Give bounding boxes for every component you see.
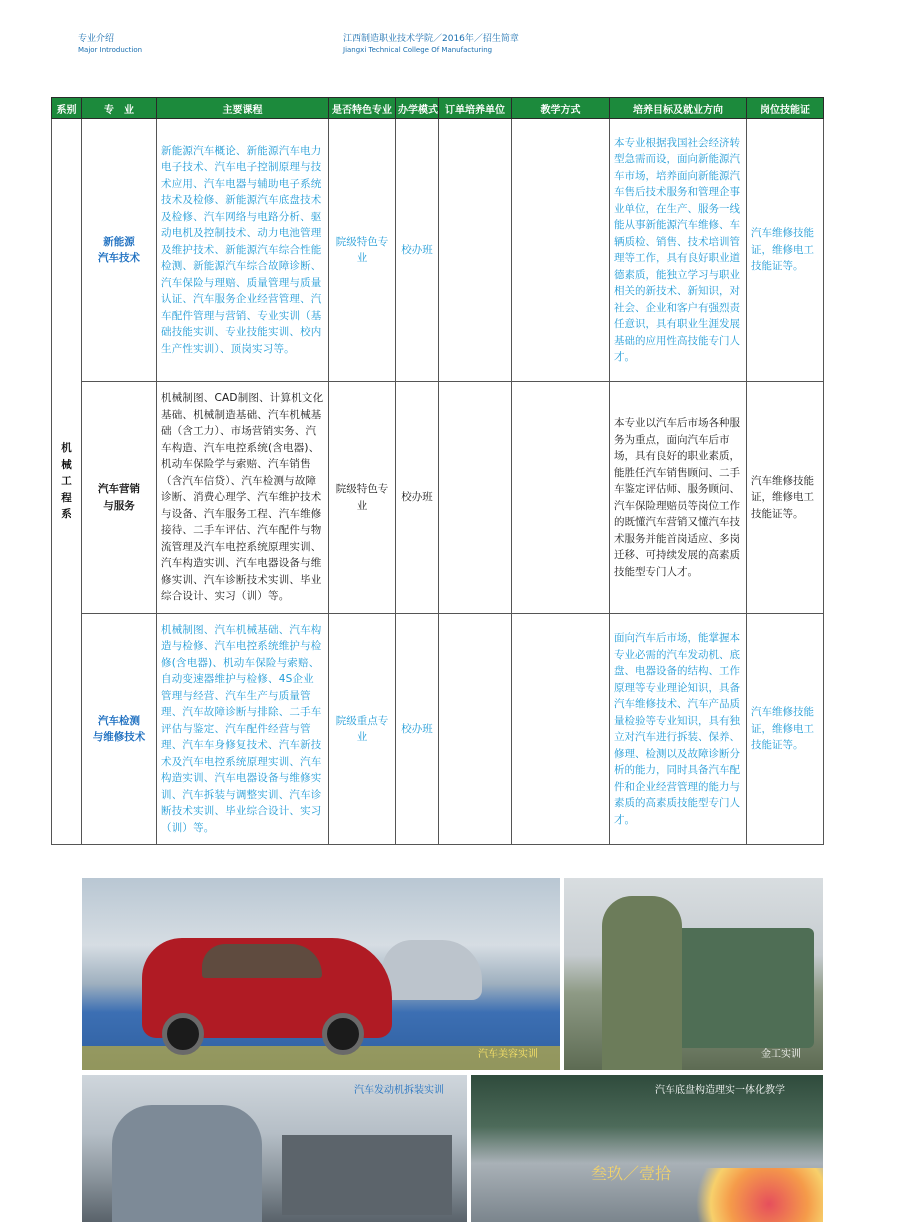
order-unit-cell xyxy=(439,614,512,845)
students-group-shape xyxy=(112,1105,262,1222)
col-header-featured: 是否特色专业 xyxy=(329,98,396,119)
teaching-cell xyxy=(512,614,610,845)
department-char: 程 xyxy=(61,491,72,504)
cert-cell: 汽车维修技能证，维修电工技能证等。 xyxy=(747,382,824,614)
department-char: 系 xyxy=(61,508,72,521)
col-header-department: 系别 xyxy=(52,98,82,119)
featured-cell: 院级重点专业 xyxy=(329,614,396,845)
col-header-mode: 办学模式 xyxy=(396,98,439,119)
photo-car-beauty-training xyxy=(82,878,560,1070)
major-name-line: 汽车营销 xyxy=(98,483,140,495)
page-number-watermark: 叁玖／壹拾 xyxy=(591,1164,672,1183)
courses-cell: 机械制图、汽车机械基础、汽车构造与检修、汽车电控系统维护与检修(含电器)、机动车保险与索赔、自动变速器维护与检修、4S企业管理与经营、汽车生产与质量管理、汽车故障诊断与排除、二手车评估与鉴定、汽车配件经营与管理、汽车车身修复技术、汽车新技术及汽车电控系统原理实训、汽车构造实训、汽车电器设备与维修实训、汽车拆装与调整实训、汽车诊断技术实训、毕业综合设计、实习（训）等。 xyxy=(157,614,329,845)
photo-caption: 金工实训 xyxy=(761,1049,801,1060)
decorative-cloud-pattern xyxy=(679,1168,823,1222)
major-name-line: 与维修技术 xyxy=(92,731,146,743)
table-row xyxy=(52,382,824,614)
major-name-line: 汽车技术 xyxy=(98,252,140,264)
college-title-cn: 江西制造职业技术学院／2016年／招生简章 xyxy=(343,34,519,44)
goal-cell: 本专业以汽车后市场各种服务为重点，面向汽车后市场，具有良好的职业素质，能胜任汽车销售顾问、二手车鉴定评估师、服务顾问、汽车保险理赔员等岗位工作的既懂汽车营销又懂汽车技术服务并能首岗适应、多岗迁移、可持续发展的高素质技能型专门人才。 xyxy=(610,382,747,614)
courses-cell: 新能源汽车概论、新能源汽车电力电子技术、汽车电子控制原理与技术应用、汽车电器与辅助电子系统技术及检修、新能源汽车底盘技术及检修、汽车网络与电路分析、驱动电机及控制技术、动力电池管理及维护技术、新能源汽车综合性能检测、新能源汽车综合故障诊断、汽车保险与理赔、质量管理与质量认证、汽车服务企业经营管理、汽车配件管理与营销、专业实训（基础技能实训、专业技能实训、校内生产性实训）、顶岗实习等。 xyxy=(157,119,329,382)
teaching-cell xyxy=(512,119,610,382)
table-row xyxy=(52,614,824,845)
mode-cell: 校办班 xyxy=(396,382,439,614)
col-header-major: 专 业 xyxy=(82,98,157,119)
major-table xyxy=(51,97,824,845)
section-title-cn: 专业介绍 xyxy=(78,34,115,44)
col-header-teaching: 教学方式 xyxy=(512,98,610,119)
photo-caption: 汽车发动机拆装实训 xyxy=(354,1085,444,1096)
table-row xyxy=(52,119,824,382)
department-cell xyxy=(52,119,82,845)
department-char: 机 xyxy=(61,442,72,455)
mode-cell: 校办班 xyxy=(396,119,439,382)
major-name-line: 新能源 xyxy=(103,235,135,248)
photo-caption: 汽车底盘构造理实一体化教学 xyxy=(655,1085,785,1096)
header-section-title xyxy=(78,34,142,56)
photo-metalwork-training xyxy=(564,878,823,1070)
silver-car-shape xyxy=(382,940,482,1000)
mode-cell: 校办班 xyxy=(396,614,439,845)
photo-caption: 汽车美容实训 xyxy=(478,1049,538,1060)
col-header-courses: 主要课程 xyxy=(157,98,329,119)
col-header-order-unit: 订单培养单位 xyxy=(439,98,512,119)
teaching-cell xyxy=(512,382,610,614)
major-name-line: 汽车检测 xyxy=(98,714,140,727)
engine-bench-shape xyxy=(282,1135,452,1215)
department-char: 械 xyxy=(61,458,72,471)
featured-cell: 院级特色专业 xyxy=(329,119,396,382)
courses-cell: 机械制图、CAD制图、计算机文化基础、机械制造基础、汽车机械基础（含工力）、市场营销实务、汽车构造、汽车电控系统(含电器)、机动车保险学与索赔、汽车销售（含汽车信贷）、汽车检测与故障诊断、消费心理学、汽车维护技术与设备、汽车服务工程、汽车维修接待、二手车评估、汽车配件与物流管理及汽车电控系统原理实训、汽车构造实训、汽车电器设备与维修实训、汽车诊断技术实训、毕业综合设计、实习（训）等。 xyxy=(157,382,329,614)
student-shape xyxy=(602,896,682,1070)
major-name xyxy=(82,614,157,845)
photo-engine-assembly-training xyxy=(82,1075,467,1222)
featured-cell: 院级特色专业 xyxy=(329,382,396,614)
section-title-en: Major Introduction xyxy=(78,46,143,54)
car-wheel xyxy=(322,1013,364,1055)
col-header-goal: 培养目标及就业方向 xyxy=(610,98,747,119)
photo-gallery xyxy=(82,878,823,1222)
department-char: 工 xyxy=(61,475,72,488)
photo-chassis-teaching xyxy=(471,1075,823,1222)
major-name xyxy=(82,119,157,382)
cert-cell: 汽车维修技能证，维修电工技能证等。 xyxy=(747,119,824,382)
col-header-cert: 岗位技能证 xyxy=(747,98,824,119)
header-college-title xyxy=(343,34,519,56)
car-window xyxy=(202,944,322,978)
major-name xyxy=(82,382,157,614)
goal-cell: 本专业根据我国社会经济转型急需而设，面向新能源汽车市场，培养面向新能源汽车售后技术服务和管理企事业单位，在生产、服务一线能从事新能源汽车维修、车辆质检、销售、技术培训管理等工作，具有良好职业道德素质，能独立学习与职业相关的新技术、新知识，对社会、企业和客户有强烈责任意识，具有职业生涯发展基础的应用性高技能专门人才。 xyxy=(610,119,747,382)
goal-cell: 面向汽车后市场，能掌握本专业必需的汽车发动机、底盘、电器设备的结构、工作原理等专业理论知识，具备汽车维修技术、汽车产品质量检验等专业知识，具有独立对汽车进行拆装、保养、修理、检测以及故障诊断分析的能力，同时具备汽车配件和企业经营管理的能力与素质的高素质技能型专门人才。 xyxy=(610,614,747,845)
milling-machine-shape xyxy=(674,928,814,1048)
major-name-line: 与服务 xyxy=(103,499,135,512)
cert-cell: 汽车维修技能证，维修电工技能证等。 xyxy=(747,614,824,845)
order-unit-cell xyxy=(439,119,512,382)
car-wheel xyxy=(162,1013,204,1055)
order-unit-cell xyxy=(439,382,512,614)
table-header-row xyxy=(52,98,824,119)
college-title-en: Jiangxi Technical College Of Manufacturing xyxy=(343,46,493,54)
